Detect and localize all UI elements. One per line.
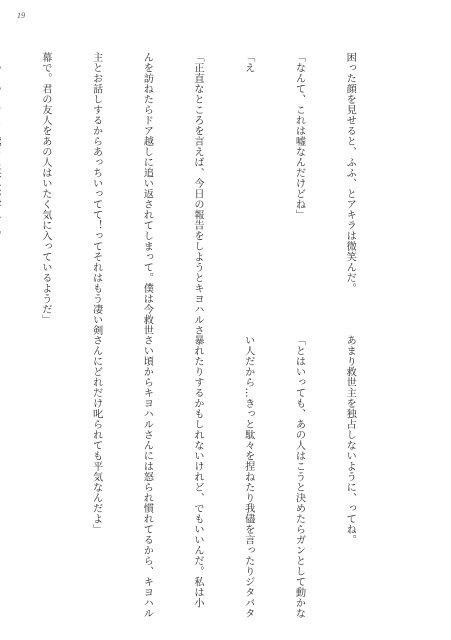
- text-line: さい頃からキヨハルさんには怒られ慣れてるから、キヨハル: [141, 335, 153, 619]
- text-line: 「なんて、これは嘘なんだけどね」: [293, 52, 305, 220]
- text-line: あまり救世主を独占しないように、ってね。: [344, 335, 356, 545]
- text-line: [0, 52, 2, 322]
- text-line: 暴れたりするかもしれないけれど、でもいいんだ。私は小: [192, 335, 204, 608]
- text-line: 「とはいっても、あの人はこうと決めたらガンとして動かな: [293, 335, 305, 619]
- text-line: 「正直なところを言えば、今日の報告をしようとキヨハルさ: [192, 52, 204, 336]
- text-block-lower: [53, 335, 391, 619]
- text-line: んを訪ねたらドア越しに追い返されてしまって。僕は今救世: [141, 52, 153, 336]
- page-number: 19: [17, 11, 25, 20]
- text-line: い人だから…きっと駄々を捏ねたり我儘を言ったりジタバタ: [242, 335, 254, 619]
- text-line: 「え: [242, 52, 254, 73]
- text-line: さんにどれだけ叱られても平気なんだよ」: [90, 335, 102, 535]
- text-block-upper: [0, 52, 391, 336]
- text-line: 困った顔を見せると、ふふ、とアキラは微笑んだ。: [344, 52, 356, 294]
- text-line: 幕で。君の友人をあの人はいたく気に入っているようだ」: [39, 52, 51, 325]
- text-line: 主とお話しするからあっちいってて！ってそれはもう凄い剣: [90, 52, 102, 336]
